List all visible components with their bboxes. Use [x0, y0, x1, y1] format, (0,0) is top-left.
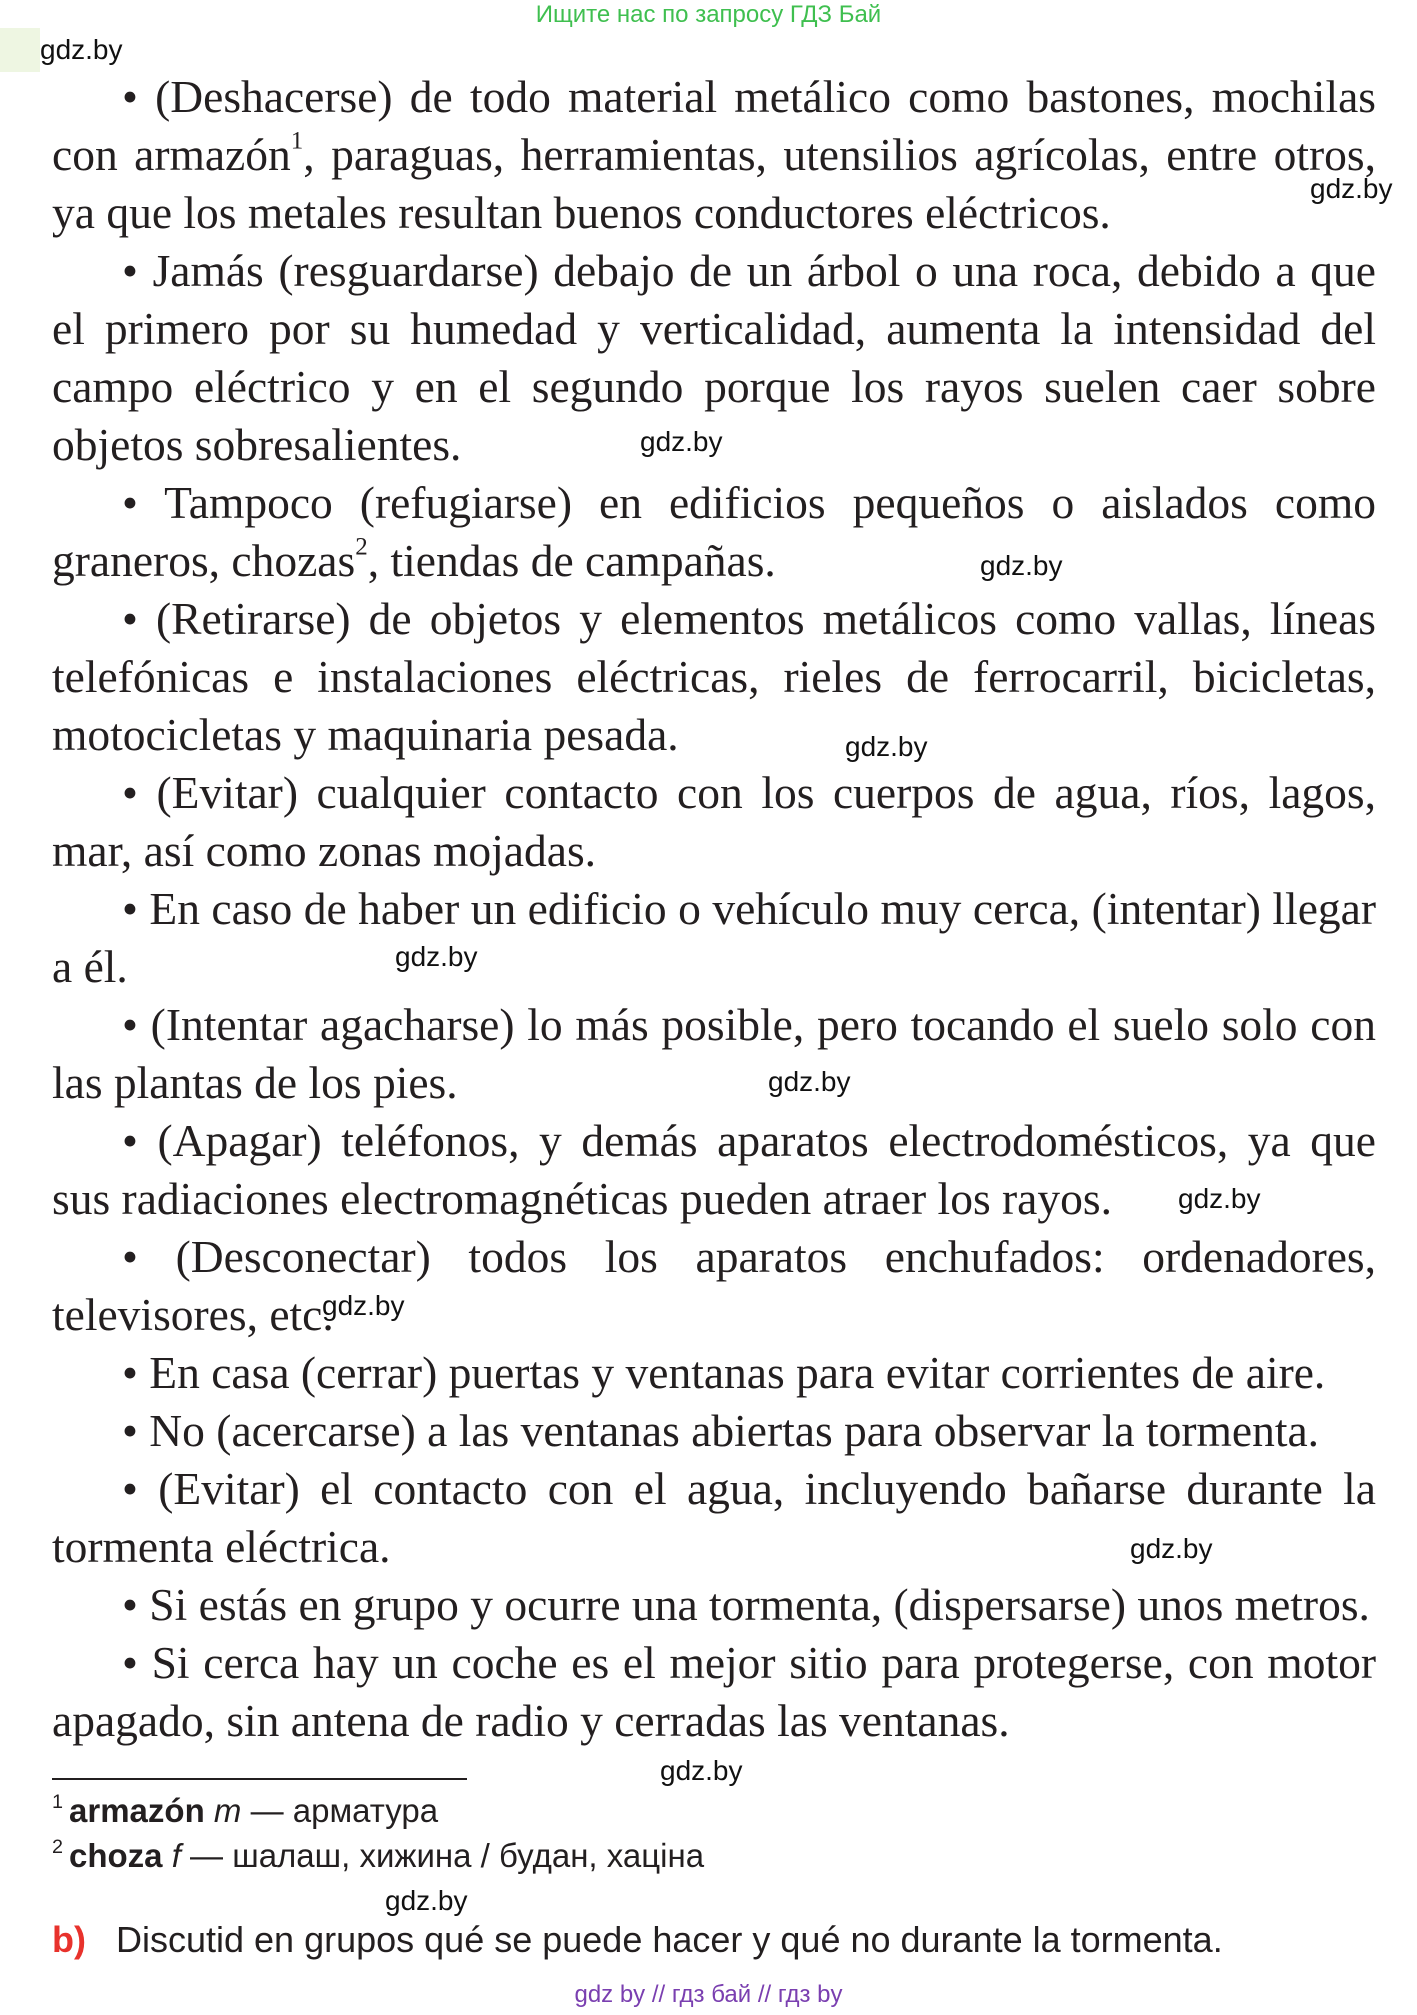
exercise-task	[52, 1918, 1223, 1962]
paragraph: • (Apagar) teléfonos, y demás aparatos electrodomésticos, ya que sus radiaciones electromagnéticas pueden atraer los rayos.	[52, 1115, 1376, 1224]
paragraph	[52, 474, 1376, 590]
paragraph: • (Evitar) cualquier contacto con los cuerpos de agua, ríos, lagos, mar, así como zonas mojadas.	[52, 767, 1376, 876]
footnote-number: 1	[52, 1791, 64, 1814]
footer-links[interactable]: gdz by // гдз бай // гдз by	[574, 1981, 843, 2008]
footnote-ref: 1	[290, 127, 304, 155]
watermark: gdz.by	[395, 941, 478, 972]
watermark: gdz.by	[660, 1755, 743, 1786]
page-corner-tint	[0, 28, 40, 72]
paragraph: • Si estás en grupo y ocurre una tormenta, (dispersarse) unos metros.	[122, 1579, 1370, 1630]
paragraph	[52, 68, 1376, 242]
paragraph-text: , paraguas, herramientas, utensilios agrícolas, entre otros, ya que los metales resultan buenos conductores eléctricos.	[52, 129, 1376, 238]
watermark: gdz.by	[385, 1885, 468, 1916]
task-text: Discutid en grupos qué se puede hacer y qué no durante la tormenta.	[115, 1919, 1223, 1960]
footnote-translation: — шалаш, хижина / будан, хаціна	[180, 1837, 705, 1874]
watermark: gdz.by	[40, 34, 123, 65]
footnote-number: 2	[52, 1836, 64, 1859]
footnote-translation: — арматура	[241, 1792, 439, 1829]
watermark: gdz.by	[1130, 1533, 1213, 1564]
paragraph: • No (acercarse) a las ventanas abiertas para observar la tormenta.	[122, 1405, 1320, 1456]
paragraph-text: • (Deshacerse) de todo material metálico como bastones, mochilas con armazón	[52, 71, 1376, 180]
paragraph: • En casa (cerrar) puertas y ventanas para evitar corrientes de aire.	[122, 1347, 1326, 1398]
footnote	[52, 1833, 704, 1878]
paragraph: • Si cerca hay un coche es el mejor sitio para protegerse, con motor apagado, sin antena de radio y cerradas las ventanas.	[52, 1637, 1376, 1746]
footnote-term: choza	[69, 1837, 163, 1874]
body-text	[52, 68, 1376, 1750]
watermark: gdz.by	[1310, 173, 1393, 204]
watermark: gdz.by	[768, 1066, 851, 1097]
watermark: gdz.by	[322, 1290, 405, 1321]
watermark: gdz.by	[640, 426, 723, 457]
paragraph: • Jamás (resguardarse) debajo de un árbol o una roca, debido a que el primero por su humedad y verticalidad, aumenta la intensidad del campo eléctrico y en el segundo porque los rayos suelen caer sobre objetos sobresalientes.	[52, 245, 1376, 470]
paragraph: • (Evitar) el contacto con el agua, incluyendo bañarse durante la tormenta eléctrica.	[52, 1463, 1376, 1572]
watermark: gdz.by	[1178, 1183, 1261, 1214]
footnote-divider	[52, 1778, 467, 1780]
paragraph: • (Desconectar) todos los aparatos enchufados: ordenadores, televisores, etc.	[52, 1231, 1376, 1340]
footnote	[52, 1788, 704, 1833]
footnote-gender: f	[171, 1837, 181, 1874]
watermark: gdz.by	[845, 731, 928, 762]
footnote-term: armazón	[69, 1792, 205, 1829]
paragraph: • (Retirarse) de objetos y elementos metálicos como vallas, líneas telefónicas e instalaciones eléctricas, rieles de ferrocarril, bicicletas, motocicletas y maquinaria pesada.	[52, 593, 1376, 760]
footnotes	[52, 1788, 704, 1878]
paragraph-text: , tiendas de campañas.	[367, 535, 776, 586]
footnote-gender: m	[213, 1792, 242, 1829]
paragraph: • En caso de haber un edificio o vehículo muy cerca, (intentar) llegar a él.	[52, 883, 1376, 992]
task-letter: b)	[52, 1919, 86, 1960]
watermark: gdz.by	[980, 550, 1063, 581]
search-hint-banner[interactable]: Ищите нас по запросу ГДЗ Бай	[535, 1, 882, 28]
paragraph: • (Intentar agacharse) lo más posible, pero tocando el suelo solo con las plantas de los pies.	[52, 999, 1376, 1108]
footnote-ref: 2	[355, 533, 368, 561]
paragraph-text: • Tampoco (refugiarse) en edificios pequeños o aislados como graneros, chozas	[52, 477, 1376, 586]
